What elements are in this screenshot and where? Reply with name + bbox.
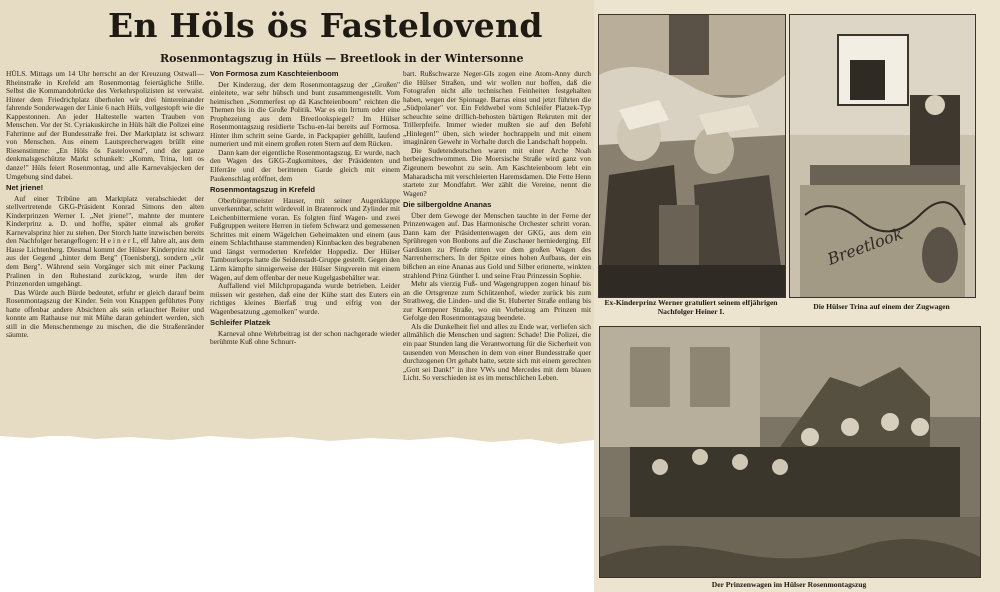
text-column-2 <box>210 70 400 434</box>
photo-kinderprinz <box>598 14 786 298</box>
photo-trina <box>789 14 976 298</box>
paragraph: Mehr als vierzig Fuß- und Wagengruppen zogen hinauf bis an die Ortsgrenze zum Schützenhof, wieder zurück bis zum Strathweg, die Linden- und die St. Huberter Straße entlang bis zur Kempener Straße, wo ein Vorbeizug am Prinzen mit Gefolge den Rosenmontagszug beendete. <box>403 279 591 323</box>
article-headline: En Höls ös Fastelovend <box>108 6 543 45</box>
article-subheadline: Rosenmontagszug in Hüls — Breetlook in der Wintersonne <box>160 52 524 65</box>
photo-caption: Der Prinzenwagen im Hülser Rosenmontagszug <box>711 580 867 589</box>
text-column-3 <box>403 70 591 500</box>
photo-caption: Die Hülser Trina auf einem der Zugwagen <box>813 302 950 311</box>
sign-text: Breetlook <box>824 223 906 269</box>
paragraph: Das Würde auch Bürde bedeutet, erfuhr er gleich darauf beim Rosenmontagszug der Kinder. Sein von Knappen geführtes Pony hatte offenbar andere Absichten als sein erlauchter Reiter und konnte am Rathause nur mit Mühe daran gehindert werden, sich still in die Menschenmenge zu mischen, die die Straßenränder säumte. <box>6 287 204 340</box>
section-heading: Net jriene! <box>6 183 44 193</box>
text-column-1 <box>6 70 204 434</box>
photo-caption: Ex-Kinderprinz Werner gratuliert seinem elfjährigen Nachfolger Heiner I. <box>604 298 778 316</box>
section-heading: Schleifer Platzek <box>210 318 271 328</box>
paragraph: bart. Rußschwarze Neger-GIs zogen eine Atom-Anny durch die Hülser Straßen, und wir wollen nur hoffen, daß die Fotografen nicht alle technischen Feinheiten festgehalten haben, wegen der Spionage. Barras einst und jetzt führten die „Südpolaner" vor. Ein Feldwebel vom Schleifer Platzek-Typ scheuchte seine drillich-behosten bärtigen Rekruten mit der Trillerpfeife. Immer wieder mußten sie auf den Befehl „Hinlegen!" üben, sich wieder hochrappeln und mit einem imaginären Gewehr in Vorhalte durch die Landschaft hoppeln. <box>403 70 591 147</box>
paragraph: Als die Dunkelheit fiel und alles zu Ende war, verliefen sich allmählich die Menschen und sagten: Schade! Die Polizei, die ein paar Stunden lang die Verantwortung für die Sicherheit von tausenden von Menschen in dem von einer Bundesstraße quer durchzogenen Ort gehabt hatte, setzte sich mit einem gerechten „Gott sei Dank!" in ihre VWs und Mercedes mit dem blauen Licht. So verschieden ist es im menschlichen Leben. <box>403 321 591 383</box>
paragraph: Über dem Gewoge der Menschen tauchte in der Ferne der Prinzenwagen auf. Das Harmonische Orchester schritt voran. Dann kam der Präsidentenwagen der GKG, aus dem ein Sprühregen von Bonbons auf die Zuschauer herniederging. Elf Gardisten zu Pferde ritten vor dem großen Wagen des Narrenherrschers. In der Spitze eines hohen Aufbaus, der ein bißchen an eine Ananas aus Gold und Silber erinnerte, winkten strahlend Prinz Günther I. und seine Frau Prinzessin Sophie. <box>403 210 591 280</box>
intro-paragraph: HÜLS. Mittags um 14 Uhr herrscht an der Kreuzung Ostwall—Rheinstraße in Krefeld am Rosenmontag feiertägliche Stille. Selbst die Kommandobrücke des Verkehrspolizisten ist verwaist. Hinter dem Friedrichplatz überholen wir drei hintereinander fahrende Sonderwagen der Linie 6 nach Hüls, vollgestopft wie die Kappestonnen. An jeder Haltestelle warten Trauben von Menschen. Vor der St. Cyriakuskirche in Hüls hält die Polizei eine Fahrrinne auf der Bundesstraße frei. Der Marktplatz ist schwarz von Menschen. Aus einem Lautsprecherwagen brüllt eine Riesenstimme: „En Höls ös Fastelovend", und der ganze denkmalsgeschützte Markt schunkelt: „Komm, Trina, lott os danze!" Hüls feiert Rosenmontag, und alle Karnevalsjecken der Umgebung sind dabei. <box>6 70 204 181</box>
photo-prinzenwagen <box>599 326 981 578</box>
paragraph: Karneval ohne Wehrbeitrag ist der schon nachgerade wieder berühmte Kuß ohne Schnurr- <box>210 328 400 347</box>
paragraph: Oberbürgermeister Hauser, mit seiner Augenklappe unverkennbar, schritt würdevoll in Bratenrock und Zylinder mit Leichenbittermiene voran. Es folgten fünf Wagen- und zwei Fußgruppen weitere Herren in tiefem Schwarz und gemessenen Schrittes mit einem Wägelchen Geheimakten und einem (aus einem Schlachthause stammenden) Kinnbacken des begrabenen und längst vermoderten Krefelder Hoppediz. Der Hülser Tambourkorps hatte die Seidenstadt-Gruppe gestellt. Gegen den Lärm kämpfte sinnigerweise der Hülser Singverein mit einem Wagen, auf dem offenbar der neue Kugelgasbehälter war. <box>210 195 400 282</box>
section-heading: Rosenmontagszug in Krefeld <box>210 185 316 195</box>
paragraph: Auf einer Tribüne am Marktplatz verabschiedet der stellvertretende GKG-Präsident Konrad Simons den alten Kinderprinzen Werner I. „Net jriene!", mahnte der muntere Kinderprinz a. D. und hoffte, später einmal als großer Karnevalsprinz hier zu stehen. Der Storch hatte inzwischen bereits den Nachfolger herangeflogen: H e i n e r I., elf Jahre alt, aus dem Hause Lichtenberg. Diesmal kommt der Hülser Kinderprinz nicht aus der Gegend „hinter dem Berg" (Toenisberg), sondern „vür dem Berg". Während sein Vorgänger sich mit einer Packung Pralinen in den Ruhestand zurückzog, wurde ihm der Prinzenorden umgehängt. <box>6 193 204 289</box>
section-heading: Die silbergoldne Ananas <box>403 200 492 210</box>
paragraph: Die Sudetendeutschen waren mit einer Arche Noah herbeigeschwommen. Die Moersische Straße wird ganz von Zigeunern bewohnt zu sein. Am Kaschteienboom lebt ein Maharadscha mit verschleierten Haremsdamen. Die Fette Henn startete zur Mondfahrt. Wer zählt die Vereine, nennt die Wagen? <box>403 145 591 198</box>
paragraph: Auffallend viel Milchpropaganda wurde betrieben. Leider müssen wir gestehen, daß eine der Kühe statt des Euters ein richtiges kleines Bierfaß trug und eifrig von der Wagenbesatzung „gemolken" wurde. <box>210 281 400 316</box>
paragraph: Der Kinderzug, der dem Rosenmontagszug der „Großen" einleitete, war sehr hübsch und bunt zusammengestellt. Vom heimischen „Sommerfest op dä Kaschteienboom" reichten die Themen bis in die Große Politik. War es ein Irrtum oder eine Prophezeiung aus dem Breetlookspiegel? Im Hülser Rosenmontagszug residierte Tschu-en-lai bereits auf Formosa. Hinter ihm schritt seine Garde, in Packpapier gehüllt, laufend numeriert und mit einem großen roten Stern auf dem Rücken. <box>210 79 400 149</box>
section-heading: Von Formosa zum Kaschteienboom <box>210 70 339 78</box>
paragraph: Dann kam der eigentliche Rosenmontagszug. Er wurde, nach den Wagen des GKG-Zugkomitees, der Präsidenten und Elferräte und der berittenen Garde gleich mit einem Paukenschlag eröffnet, dem <box>210 147 400 183</box>
